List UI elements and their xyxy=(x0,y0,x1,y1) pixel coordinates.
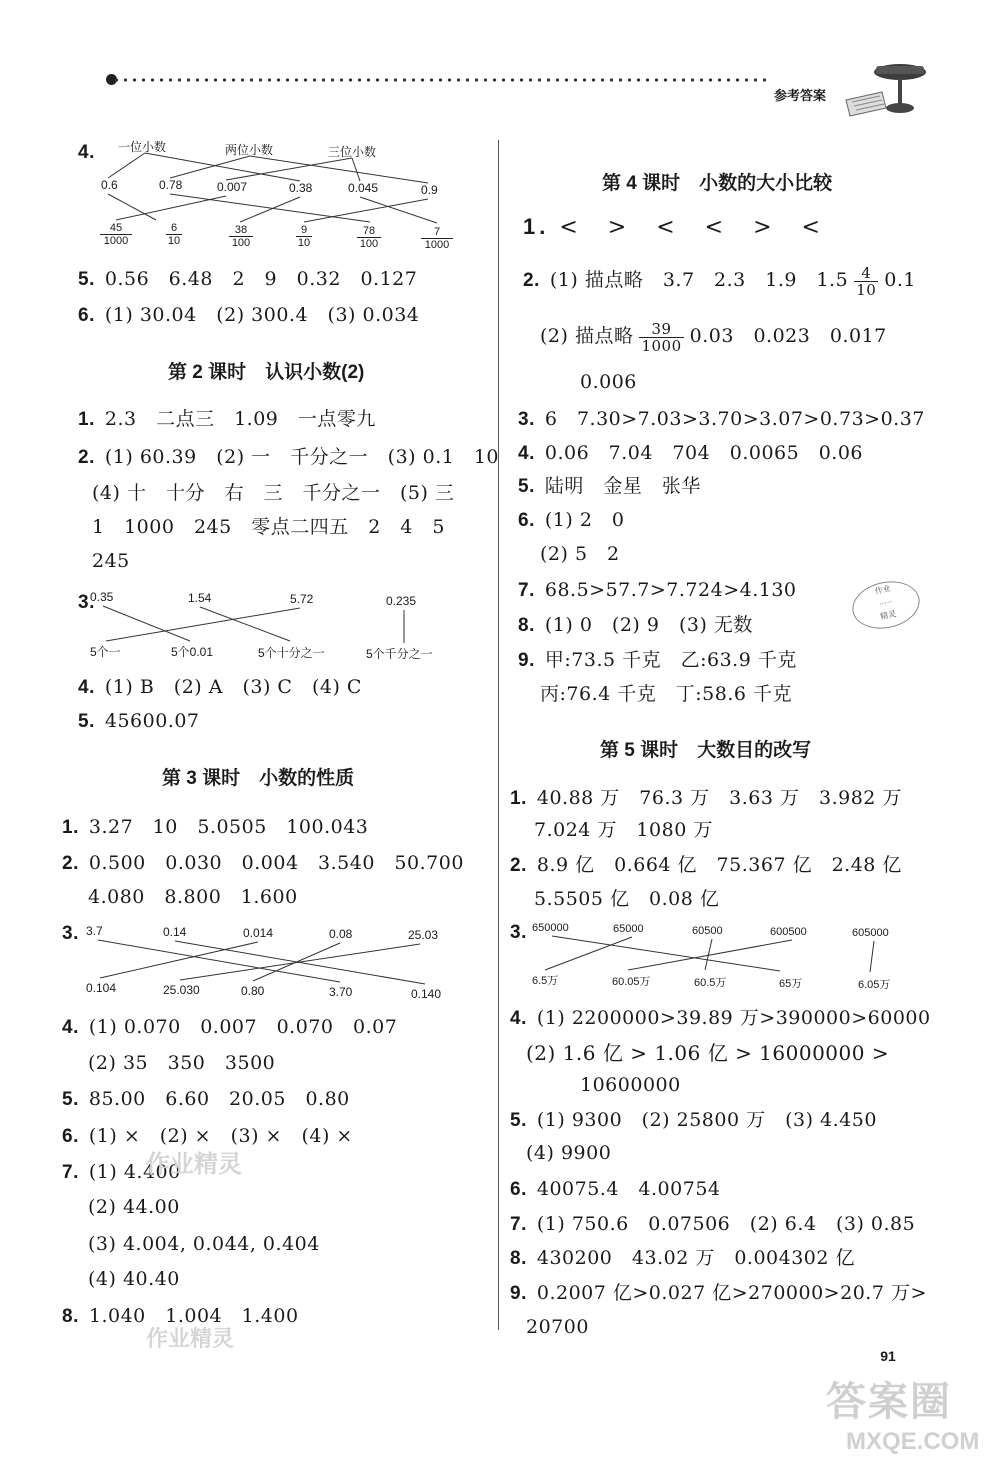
watermark-faded: 作业精灵 xyxy=(146,1326,235,1351)
section-title-2: 第 2 课时 认识小数(2) xyxy=(168,362,365,383)
s5-q6: 6. 40075.4 4.00754 xyxy=(510,1178,721,1200)
s2-q3-top: 1.54 xyxy=(188,591,212,605)
s4-q6: 6. (1) 2 0 xyxy=(518,509,625,531)
q4-decimal: 0.045 xyxy=(348,181,379,195)
stamp-seal: 作业 ····· 精灵 xyxy=(848,575,924,634)
s3-q3-bottom: 0.104 xyxy=(86,981,117,995)
q4-top-label: 两位小数 xyxy=(225,143,274,157)
s4-q5: 5. 陆明 金星 张华 xyxy=(518,475,701,497)
s5-q3-top: 65000 xyxy=(613,923,644,935)
q4-decimal: 0.6 xyxy=(101,178,118,192)
s5-q9-cont: 20700 xyxy=(526,1316,589,1338)
s2-q3-top: 0.235 xyxy=(386,594,417,608)
q4-decimal: 0.9 xyxy=(421,183,438,197)
s3-q4: 4. (1) 0.070 0.007 0.070 0.07 xyxy=(62,1016,398,1038)
s2-q3-number: 3. xyxy=(78,592,95,613)
s5-q3-number: 3. xyxy=(510,922,527,943)
s5-q9: 9. 0.2007 亿>0.027 亿>270000>20.7 万> xyxy=(510,1282,927,1304)
q4-decimal: 0.38 xyxy=(289,181,313,195)
corner-watermark-logo: MXQE.COM xyxy=(846,1428,980,1455)
s5-q5: 5. (1) 9300 (2) 25800 万 (3) 4.450 xyxy=(510,1109,877,1131)
s3-q7-cont: (4) 40.40 xyxy=(88,1268,180,1290)
s5-q2: 2. 8.9 亿 0.664 亿 75.367 亿 2.48 亿 xyxy=(510,854,902,876)
s2-q2: 2. (1) 60.39 (2) 一 千分之一 (3) 0.1 10 xyxy=(78,446,500,468)
left-q4-number: 4. xyxy=(78,142,95,163)
section-title-4: 第 4 课时 小数的大小比较 xyxy=(602,173,833,194)
s3-q3-number: 3. xyxy=(62,923,79,944)
section-title-3: 第 3 课时 小数的性质 xyxy=(162,768,355,789)
s3-q7-cont: (2) 44.00 xyxy=(88,1196,180,1218)
s3-q3-bottom: 3.70 xyxy=(329,985,353,999)
left-q5: 5. 0.56 6.48 2 9 0.32 0.127 xyxy=(78,268,418,290)
corner-watermark-logo: 答案圈 xyxy=(826,1380,952,1424)
s3-q3-top: 0.014 xyxy=(243,926,274,940)
s4-q2-cont: (2) 描点略 $\frac{39}{1000}$ 0.03 0.023 0.017 xyxy=(540,319,887,355)
q4-fraction: 7 1000 xyxy=(421,226,453,251)
s3-q3-top: 0.08 xyxy=(329,927,353,941)
s4-q4: 4. 0.06 7.04 704 0.0065 0.06 xyxy=(518,442,864,464)
s2-q2-cont: (4) 十 十分 右 三 千分之一 (5) 三 xyxy=(92,482,455,504)
s5-q3-bottom: 65万 xyxy=(779,978,803,990)
s5-q3-bottom: 60.05万 xyxy=(612,976,651,988)
s3-q8: 8. 1.040 1.004 1.400 xyxy=(62,1305,299,1327)
s3-q3-top: 25.03 xyxy=(408,928,439,942)
q4-top-label: 三位小数 xyxy=(328,145,377,159)
s2-q3-bottom: 5个一 xyxy=(90,645,121,659)
s2-q5: 5. 45600.07 xyxy=(78,710,200,732)
s2-q3-top: 0.35 xyxy=(90,590,114,604)
fraction: $\frac{4}{10}$ xyxy=(856,263,877,299)
watermark-faded: 作业精灵 xyxy=(146,1151,242,1178)
q4-fraction: 9 10 xyxy=(297,224,311,249)
s3-q3-top: 3.7 xyxy=(86,924,103,938)
section-title-5: 第 5 课时 大数目的改写 xyxy=(600,740,812,761)
s2-q3-bottom: 5个千分之一 xyxy=(366,647,433,661)
s2-q3-bottom: 5个十分之一 xyxy=(258,646,325,660)
page-number: 91 xyxy=(868,1341,908,1371)
s2-q3-top: 5.72 xyxy=(290,592,314,606)
header-label: 参考答案 xyxy=(774,88,827,103)
s4-q2: 2. (1) 描点略 3.7 2.3 1.9 1.5 $\frac{4}{10}$ 0.1 xyxy=(523,263,916,299)
s5-q4-cont: (2) 1.6 亿 > 1.06 亿 > 16000000 > xyxy=(526,1041,890,1065)
s5-q7: 7. (1) 750.6 0.07506 (2) 6.4 (3) 0.85 xyxy=(510,1213,916,1235)
s5-q3-top: 650000 xyxy=(532,922,569,934)
q4-fraction: 6 10 xyxy=(167,222,181,247)
s3-q4-cont: (2) 35 350 3500 xyxy=(88,1052,276,1074)
s4-q1: 1. < > < < > < xyxy=(523,214,824,240)
q4-decimal: 0.007 xyxy=(217,180,248,194)
s5-q4-cont: 10600000 xyxy=(580,1074,681,1096)
q4-decimal: 0.78 xyxy=(159,178,183,192)
s3-q5: 5. 85.00 6.60 20.05 0.80 xyxy=(62,1088,350,1110)
s5-q3-top: 605000 xyxy=(852,927,889,939)
s4-q7: 7. 68.5>57.7>7.724>4.130 xyxy=(518,579,797,601)
q4-fraction: 38 100 xyxy=(229,224,253,249)
s3-q7-cont: (3) 4.004, 0.044, 0.404 xyxy=(88,1233,320,1255)
s2-q4: 4. (1) B (2) A (3) C (4) C xyxy=(78,676,362,698)
s4-q8: 8. (1) 0 (2) 9 (3) 无数 xyxy=(518,614,753,636)
q4-fraction: 78 100 xyxy=(357,225,381,250)
s3-q2: 2. 0.500 0.030 0.004 3.540 50.700 xyxy=(62,852,464,874)
s3-q6: 6. (1) × (2) × (3) × (4) × xyxy=(62,1125,353,1147)
s5-q3-bottom: 6.05万 xyxy=(858,979,891,991)
s5-q5-cont: (4) 9900 xyxy=(526,1142,612,1164)
s4-q9: 9. 甲:73.5 千克 乙:63.9 千克 xyxy=(518,649,797,671)
s5-q4: 4. (1) 2200000>39.89 万>390000>60000 xyxy=(510,1007,931,1029)
s5-q1: 1. 40.88 万 76.3 万 3.63 万 3.982 万 xyxy=(510,787,902,809)
s4-q6-cont: (2) 5 2 xyxy=(540,543,620,565)
s5-q1-cont: 7.024 万 1080 万 xyxy=(534,819,713,841)
s4-q9-cont: 丙:76.4 千克 丁:58.6 千克 xyxy=(540,683,792,705)
s2-q2-cont: 1 1000 245 零点二四五 2 4 5 xyxy=(92,516,445,538)
q4-fraction: 45 1000 xyxy=(100,222,132,247)
s2-q3-bottom: 5个0.01 xyxy=(171,645,214,659)
s3-q3-bottom: 0.80 xyxy=(241,984,265,998)
s5-q3-bottom: 6.5万 xyxy=(532,975,559,987)
s5-q3-top: 600500 xyxy=(770,926,807,938)
s4-q3: 3. 6 7.30>7.03>3.70>3.07>0.73>0.37 xyxy=(518,408,925,430)
s3-q3-bottom: 0.140 xyxy=(411,987,442,1001)
left-q6: 6. (1) 30.04 (2) 300.4 (3) 0.034 xyxy=(78,304,420,326)
q4-top-label: 一位小数 xyxy=(118,140,167,154)
s2-q1: 1. 2.3 二点三 1.09 一点零九 xyxy=(78,408,376,430)
s3-q3-top: 0.14 xyxy=(163,925,187,939)
s2-q2-cont: 245 xyxy=(92,550,130,572)
s3-q1: 1. 3.27 10 5.0505 100.043 xyxy=(62,816,369,838)
s3-q3-bottom: 25.030 xyxy=(163,983,200,997)
fraction: $\frac{39}{1000}$ xyxy=(641,319,682,355)
s3-q7: 7. (1) 4.400 xyxy=(62,1161,181,1183)
s5-q3-bottom: 60.5万 xyxy=(694,977,727,989)
s3-q2-cont: 4.080 8.800 1.600 xyxy=(88,886,298,908)
s5-q2-cont: 5.5505 亿 0.08 亿 xyxy=(534,888,720,910)
s4-q2-cont: 0.006 xyxy=(580,371,637,393)
s5-q8: 8. 430200 43.02 万 0.004302 亿 xyxy=(510,1247,856,1269)
s5-q3-top: 60500 xyxy=(692,925,723,937)
